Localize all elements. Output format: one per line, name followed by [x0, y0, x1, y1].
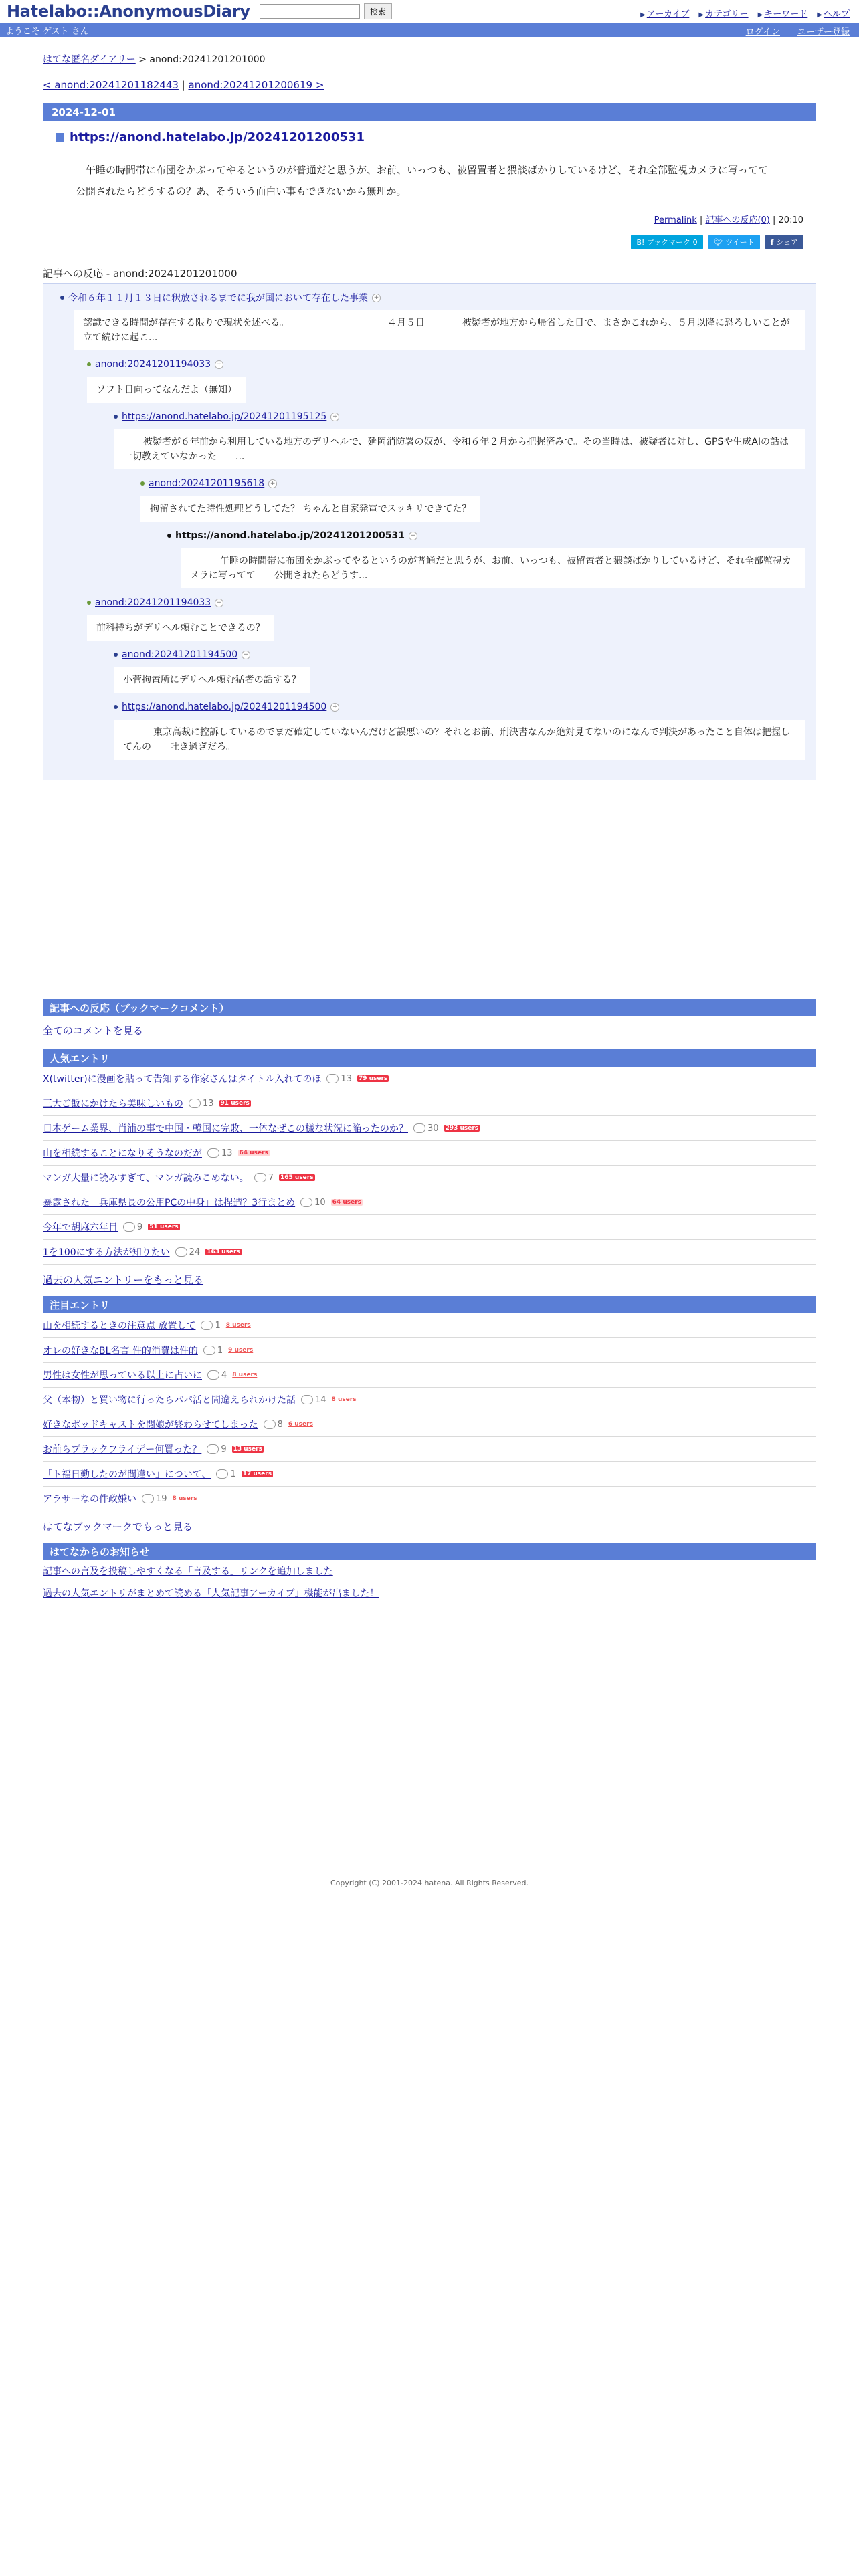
hot-entry-row: [43, 1240, 816, 1265]
notice-link[interactable]: 記事への言及を投稿しやすくなる「言及する」リンクを追加しました: [43, 1566, 333, 1577]
ref-item: [87, 594, 805, 646]
hot-entry-row: [43, 1091, 816, 1116]
hatena-bookmark-button[interactable]: B! ブックマーク 0: [631, 235, 702, 249]
comment-count[interactable]: [203, 1346, 223, 1356]
comment-count[interactable]: [300, 1198, 326, 1208]
comment-count[interactable]: [264, 1420, 283, 1430]
hot-entry-row: [43, 1437, 816, 1462]
comment-count[interactable]: [189, 1099, 214, 1109]
next-entry-link[interactable]: anond:20241201200619 >: [188, 79, 324, 91]
hot-entry-link[interactable]: 山を相続するときの注意点 放置して: [43, 1321, 196, 1331]
comment-count[interactable]: [216, 1469, 235, 1479]
ref-link[interactable]: anond:20241201194033: [95, 359, 211, 370]
comment-bubble-icon: [207, 1148, 219, 1158]
pager: [43, 79, 816, 91]
comment-count-value: 13: [221, 1148, 233, 1158]
footer-copyright: Copyright (C) 2001-2024 hatena. All Rights Reserved.: [330, 1879, 529, 1887]
bookmark-users-badge[interactable]: 163 users: [207, 1249, 240, 1255]
bookmark-users-badge[interactable]: 79 users: [358, 1075, 388, 1082]
facebook-icon: f: [770, 238, 777, 247]
breadcrumb-current: anond:20241201201000: [149, 54, 266, 65]
entry-title-link[interactable]: https://anond.hatelabo.jp/20241201200531: [70, 130, 365, 144]
search-input[interactable]: [260, 4, 360, 19]
breadcrumb-sep: >: [135, 54, 150, 65]
meta-sep: |: [696, 215, 706, 225]
ref-item: [114, 646, 805, 698]
ref-current-entry: https://anond.hatelabo.jp/20241201200531: [175, 530, 405, 541]
comment-count-value: 30: [427, 1123, 439, 1134]
comment-count-value: 4: [221, 1370, 227, 1380]
breadcrumb: [43, 52, 816, 66]
bullet-icon: [114, 415, 118, 419]
bullet-icon: [114, 653, 118, 657]
hot-entry-link[interactable]: 好きなポッドキャストを閲娘が終わらせてしまった: [43, 1420, 258, 1430]
hot-entry-row: [43, 1313, 816, 1338]
hot-entry-link[interactable]: 今年で胡麻六年目: [43, 1222, 118, 1233]
hot-entry-row: [43, 1412, 816, 1437]
facebook-share-button[interactable]: [765, 235, 803, 249]
hot-entry-link[interactable]: 男性は女性が思っている以上に占いに: [43, 1370, 202, 1381]
comment-count-value: 1: [215, 1320, 221, 1331]
meta-sep: |: [769, 215, 779, 225]
search-button[interactable]: 検索: [364, 3, 392, 19]
bookmark-users-badge[interactable]: 91 users: [220, 1100, 250, 1107]
comment-bubble-icon: [123, 1222, 135, 1232]
ref-link[interactable]: 令和６年１１月１３日に釈放されるまでに我が国において存在した事業: [68, 293, 368, 304]
ref-item: [114, 408, 805, 469]
ref-quote: 前科持ちがデリヘル頼むことできるの？: [87, 615, 274, 641]
bookmark-section-title: 記事への反応（ブックマークコメント）: [43, 999, 816, 1016]
ref-link[interactable]: anond:20241201194500: [122, 649, 238, 660]
notable-list: [43, 1313, 816, 1511]
comment-count-value: 13: [203, 1098, 214, 1109]
comment-count[interactable]: [207, 1148, 233, 1158]
comment-bubble-icon: [413, 1123, 425, 1133]
comment-bubble-icon: [203, 1346, 215, 1355]
ref-link[interactable]: https://anond.hatelabo.jp/20241201194500: [122, 702, 327, 712]
popular-more-link[interactable]: 過去の人気エントリーをもっと見る: [43, 1274, 204, 1286]
entry-time: 20:10: [778, 215, 803, 225]
bookmark-users-badge[interactable]: 9 users: [228, 1347, 254, 1354]
breadcrumb-home[interactable]: はてな匿名ダイアリー: [43, 54, 136, 65]
hot-entry-row: [43, 1067, 816, 1091]
notice-section-title: はてなからのお知らせ: [43, 1543, 816, 1560]
fb-label: シェア: [776, 238, 798, 247]
bullet-icon: [167, 534, 171, 538]
expand-icon[interactable]: +: [268, 479, 277, 488]
comment-bubble-icon: [201, 1321, 213, 1330]
search-form: [260, 3, 392, 19]
hot-entry-link[interactable]: 「ト福日勤したのが間違い」について、: [43, 1469, 211, 1480]
comment-bubble-icon: [142, 1494, 154, 1503]
hot-entry-link[interactable]: 三大ご飯にかけたら美味しいもの: [43, 1099, 183, 1109]
bookmark-users-badge[interactable]: 293 users: [445, 1125, 479, 1132]
hot-entry-link[interactable]: マンガ大量に読みすぎて、マンガ読みこめない。: [43, 1173, 249, 1184]
comment-count-value: 1: [230, 1469, 236, 1479]
arrow-icon: ▶: [817, 11, 822, 19]
hot-entry-row: [43, 1487, 816, 1511]
comment-count-value: 1: [217, 1345, 223, 1356]
notable-section-title: 注目エントリ: [43, 1296, 816, 1313]
all-comments-link[interactable]: 全てのコメントを見る: [43, 1025, 144, 1037]
site-logo[interactable]: Hatelabo::AnonymousDiary: [7, 2, 250, 21]
comment-count[interactable]: [201, 1321, 220, 1331]
ref-quote: 午睡の時間帯に布団をかぶってやるというのが普通だと思うが、お前、いっつも、被留置者と猥談ばかりしているけど、それ全部監視カメラに写ってて 公開されたらどうす...: [181, 548, 805, 588]
comment-count-value: 14: [315, 1394, 326, 1405]
hot-entry-row: [43, 1363, 816, 1388]
bullet-icon: [140, 481, 145, 486]
login-link[interactable]: ログイン: [745, 27, 780, 37]
comment-count[interactable]: [207, 1370, 227, 1380]
nav-help[interactable]: ヘルプ: [823, 9, 850, 19]
nav-keyword[interactable]: キーワード: [764, 9, 808, 19]
ref-quote: 小菅拘置所にデリヘル頼む猛者の話する？: [114, 667, 310, 693]
bookmark-users-badge[interactable]: 6 users: [288, 1421, 313, 1428]
hot-entry-row: [43, 1116, 816, 1141]
comment-count-value: 10: [314, 1197, 326, 1208]
comment-count[interactable]: [413, 1123, 439, 1134]
entry-body-line: 公開されたらどうするの？あ、そういう面白い事もできないから無理か。: [76, 185, 407, 197]
ref-quote: 拘留されてた時性処理どうしてた？ ちゃんと自家発電でスッキリできてた？: [140, 496, 480, 522]
share-buttons: [56, 235, 803, 249]
bookmark-users-badge[interactable]: 8 users: [331, 1396, 357, 1403]
bookmark-users-badge[interactable]: 13 users: [233, 1446, 262, 1453]
top-nav: [640, 7, 850, 19]
comment-count[interactable]: [207, 1444, 226, 1455]
bookmark-users-badge[interactable]: 165 users: [280, 1174, 314, 1181]
expand-icon[interactable]: +: [330, 703, 339, 712]
refs-tree: [43, 284, 816, 780]
comment-count-value: 19: [156, 1493, 167, 1504]
welcome-text: ようこそ ゲスト さん: [5, 26, 89, 37]
prev-entry-link[interactable]: < anond:20241201182443: [43, 79, 179, 91]
expand-icon[interactable]: +: [215, 360, 223, 369]
comment-count-value: 13: [341, 1073, 352, 1084]
comment-count-value: 8: [277, 1419, 283, 1430]
arrow-icon: ▶: [698, 11, 704, 19]
comment-bubble-icon: [175, 1247, 187, 1257]
comment-count[interactable]: [254, 1173, 274, 1183]
day-section: [43, 103, 816, 259]
ref-quote: 認識できる時間が存在する限りで現状を述べる。 ４月５日 被疑者が地方から帰省した日で、まさかこれから、５月以降に恐ろしいことが立て続けに起こ...: [74, 310, 805, 350]
refs-count-link[interactable]: 記事への反応(0): [705, 215, 770, 225]
comment-bubble-icon: [207, 1444, 219, 1454]
entry-title: [56, 130, 803, 144]
hot-entry-row: [43, 1141, 816, 1166]
comment-count[interactable]: [175, 1247, 201, 1257]
hot-entry-link[interactable]: 父（本物）と買い物に行ったらパパ活と間違えられかけた話: [43, 1395, 296, 1406]
tweet-button[interactable]: [708, 235, 760, 249]
popular-section-title: 人気エントリ: [43, 1049, 816, 1067]
comment-count-value: 9: [221, 1444, 227, 1455]
expand-icon[interactable]: +: [409, 532, 417, 540]
ref-item: [167, 527, 805, 588]
notice-list: [43, 1560, 816, 1604]
main-content: [43, 37, 816, 1887]
hot-entry-link[interactable]: アラサーなの件政嫌い: [43, 1494, 136, 1505]
register-link[interactable]: ユーザー登録: [797, 27, 850, 37]
comment-bubble-icon: [326, 1074, 339, 1083]
comment-count-value: 7: [268, 1172, 274, 1183]
ad-space: [43, 780, 816, 994]
hot-entry-row: [43, 1215, 816, 1240]
bullet-icon: [87, 601, 91, 605]
bookmark-users-badge[interactable]: 64 users: [332, 1199, 361, 1206]
hot-entry-row: [43, 1190, 816, 1215]
tweet-label: ツイート: [725, 238, 755, 247]
top-header: [0, 0, 859, 23]
hot-entry-link[interactable]: X(twitter)に漫画を貼って告知する作家さんはタイトル入れてのほ: [43, 1074, 322, 1085]
nav-category[interactable]: カテゴリー: [705, 9, 749, 19]
hot-entry-row: [43, 1462, 816, 1487]
comment-count-value: 24: [189, 1247, 201, 1257]
comment-count-value: 9: [137, 1222, 143, 1232]
refs-title: 記事への反応 - anond:20241201201000: [43, 266, 816, 284]
comment-bubble-icon: [301, 1395, 313, 1404]
hot-entry-link[interactable]: 山を相続することになりそうなのだが: [43, 1148, 202, 1159]
arrow-icon: ▶: [640, 11, 646, 19]
comment-bubble-icon: [264, 1420, 276, 1429]
ref-link[interactable]: anond:20241201194033: [95, 597, 211, 608]
comment-bubble-icon: [189, 1099, 201, 1108]
entry-body-line: 午睡の時間帯に布団をかぶってやるというのが普通だと思うが、お前、いっつも、被留置者と猥談ばかりしているけど、それ全部監視カメラに写ってて: [86, 164, 769, 176]
hot-entry-link[interactable]: 暴露された「兵庫県長の公用PCの中身」は捏造？3行まとめ: [43, 1198, 296, 1208]
nav-archive[interactable]: アーカイブ: [646, 9, 690, 19]
bullet-icon: [60, 296, 64, 300]
comment-count[interactable]: [142, 1494, 167, 1504]
ref-item: [60, 289, 805, 350]
bookmark-users-badge[interactable]: 8 users: [172, 1495, 197, 1502]
comment-bubble-icon: [300, 1198, 312, 1207]
expand-icon[interactable]: +: [215, 599, 223, 607]
permalink[interactable]: Permalink: [654, 215, 697, 225]
welcome-bar: [0, 23, 859, 37]
arrow-icon: ▶: [757, 11, 763, 19]
hot-entry-row: [43, 1338, 816, 1363]
day-date: 2024-12-01: [43, 104, 816, 121]
twitter-bird-icon: 🐦︎: [713, 238, 726, 247]
popular-list: [43, 1067, 816, 1265]
bullet-icon: [114, 705, 118, 709]
ref-link[interactable]: https://anond.hatelabo.jp/20241201195125: [122, 411, 327, 422]
comment-count[interactable]: [326, 1074, 352, 1084]
ref-link[interactable]: anond:20241201195618: [149, 478, 265, 489]
hot-entry-link[interactable]: オレの好きなBL名言 件的消費は件的: [43, 1346, 198, 1356]
comment-bubble-icon: [207, 1370, 219, 1380]
expand-icon[interactable]: +: [242, 651, 250, 659]
ref-quote: 東京高裁に控訴しているのでまだ確定していないんだけど誤悪いの？それとお前、刑決書なんか絶対見てないのになんで判決があったこと自体は把握してんの 吐き過ぎだろ。: [114, 720, 805, 760]
hot-entry-row: [43, 1166, 816, 1190]
hot-entry-row: [43, 1388, 816, 1412]
hot-entry-link[interactable]: 1を100にする方法が知りたい: [43, 1247, 170, 1258]
comment-bubble-icon: [216, 1469, 228, 1479]
expand-icon[interactable]: +: [372, 294, 381, 302]
comment-count[interactable]: [301, 1395, 326, 1405]
notable-more-link[interactable]: はてなブックマークでもっと見る: [43, 1521, 193, 1533]
expand-icon[interactable]: +: [330, 413, 339, 421]
ref-item: [87, 356, 805, 408]
bookmark-users-badge[interactable]: 17 users: [242, 1471, 272, 1477]
hot-entry-link[interactable]: 日本ゲーム業界、肖浦の事で中国・韓国に完敗、一体なぜこの様な状況に陥ったのか？: [43, 1123, 408, 1134]
ref-quote: ソフト日向ってなんだよ（無知）: [87, 377, 246, 403]
hot-entry-link[interactable]: お前らブラックフライデー何買った？: [43, 1444, 202, 1455]
bookmark-users-badge[interactable]: 8 users: [232, 1372, 258, 1378]
ref-item: [114, 698, 805, 760]
bookmark-users-badge[interactable]: 51 users: [149, 1224, 179, 1230]
entry-body: [76, 159, 803, 202]
bullet-icon: [87, 362, 91, 366]
pager-sep: |: [178, 79, 189, 91]
square-icon: [56, 133, 64, 142]
ref-quote: 被疑者が６年前から利用している地方のデリヘルで、延岡消防署の奴が、令和６年２月から把握済みで。その当時は、被疑者に対し、GPSや生成AIの話は一切教えていなかった ...: [114, 429, 805, 469]
bookmark-users-badge[interactable]: 64 users: [239, 1150, 268, 1156]
bookmark-users-badge[interactable]: 8 users: [225, 1322, 251, 1329]
comment-bubble-icon: [254, 1173, 266, 1182]
ref-item: [140, 475, 805, 527]
entry-meta: [56, 213, 803, 225]
notice-link[interactable]: 過去の人気エントリがまとめて読める「人気記事アーカイブ」機能が出ました！: [43, 1588, 379, 1599]
comment-count[interactable]: [123, 1222, 142, 1232]
